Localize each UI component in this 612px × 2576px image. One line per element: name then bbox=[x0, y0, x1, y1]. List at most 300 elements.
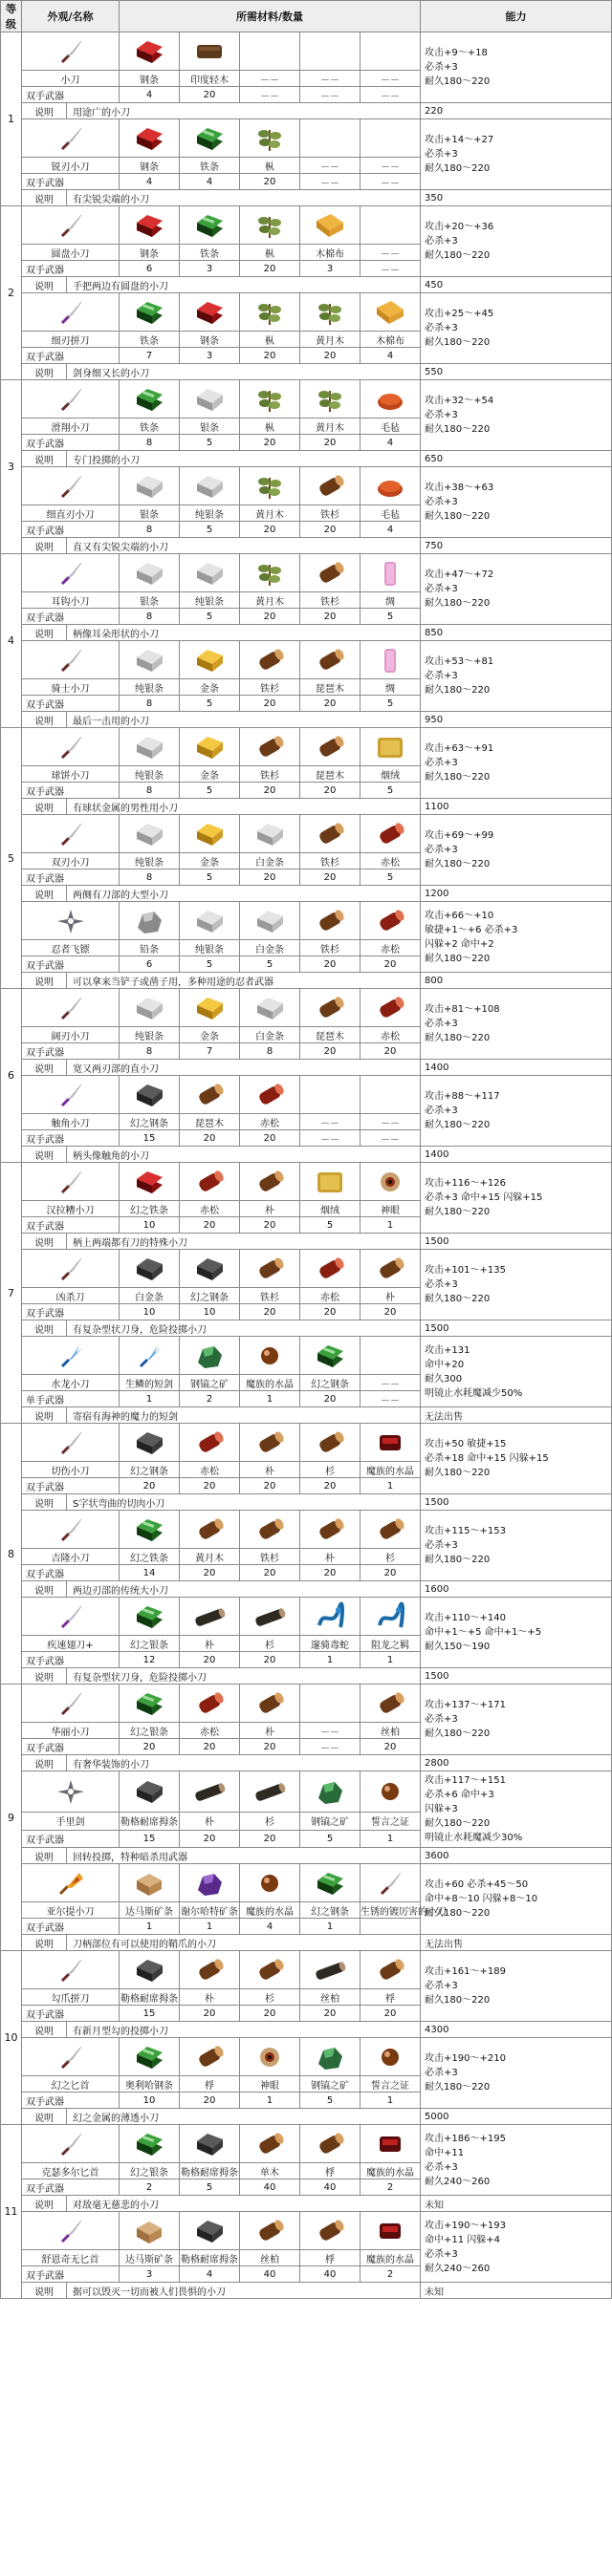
material-icon bbox=[361, 467, 421, 505]
material-name: 黄月木 bbox=[300, 419, 361, 435]
material-icon bbox=[240, 815, 300, 853]
weapon-icon bbox=[22, 206, 120, 245]
material-qty bbox=[361, 1919, 421, 1935]
weapon-row bbox=[1, 1951, 612, 1989]
ability-cell bbox=[421, 815, 612, 886]
log-icon bbox=[314, 820, 346, 848]
weapon-type: 双手武器 bbox=[22, 261, 120, 277]
weapon-type: 双手武器 bbox=[22, 1830, 120, 1847]
material-icon bbox=[180, 728, 240, 766]
weapon-type: 双手武器 bbox=[22, 609, 120, 625]
knife-icon bbox=[55, 298, 87, 327]
material-name: 幻之钢条 bbox=[300, 1902, 361, 1919]
desc-label: 说明 bbox=[22, 2196, 67, 2212]
material-icon bbox=[120, 206, 180, 245]
bar-red-icon bbox=[193, 298, 226, 327]
material-name: 铁杉 bbox=[300, 940, 361, 956]
material-name: 生鳞的短剑 bbox=[120, 1375, 180, 1391]
material-icon bbox=[361, 1951, 421, 1989]
branch-icon bbox=[253, 211, 286, 240]
material-name: 黄月木 bbox=[180, 1549, 240, 1565]
weapon-description: 两侧有刀部的大型小刀 bbox=[67, 886, 421, 902]
knife-icon bbox=[55, 2217, 87, 2245]
bar-silver-icon bbox=[133, 646, 165, 675]
ability-cell bbox=[421, 641, 612, 712]
material-qty: 20 bbox=[240, 696, 300, 712]
weapon-type: 双手武器 bbox=[22, 2093, 120, 2109]
material-name: 桴 bbox=[300, 2250, 361, 2266]
bar-green-icon bbox=[133, 298, 165, 327]
ability-cell bbox=[421, 1864, 612, 1935]
weapon-type: 双手武器 bbox=[22, 956, 120, 973]
empty-dash: －－ bbox=[361, 174, 421, 190]
material-qty: 1 bbox=[300, 1919, 361, 1935]
material-name: 幻之铁条 bbox=[120, 1549, 180, 1565]
desc-label: 说明 bbox=[22, 364, 67, 380]
material-icon bbox=[240, 989, 300, 1027]
level-cell: 5 bbox=[1, 728, 22, 989]
material-icon bbox=[361, 1864, 421, 1902]
ability-line: 必杀+3 bbox=[425, 671, 458, 681]
material-name: 幻之钢条 bbox=[120, 1462, 180, 1478]
material-icon bbox=[120, 2038, 180, 2076]
ability-cell bbox=[421, 1424, 612, 1494]
weapon-description: 直又有尖锐尖端的小刀 bbox=[67, 538, 421, 554]
material-icon bbox=[180, 2038, 240, 2076]
material-icon bbox=[361, 1163, 421, 1201]
material-qty: 20 bbox=[300, 1478, 361, 1494]
material-icon bbox=[240, 1685, 300, 1723]
material-name: 钢镐之矿 bbox=[300, 1813, 361, 1830]
weapon-name: 凶杀刀 bbox=[22, 1288, 120, 1304]
material-icon bbox=[361, 1250, 421, 1288]
ability-cell bbox=[421, 1337, 612, 1407]
ability-line: 攻击+161～+189 bbox=[425, 1966, 506, 1977]
material-name: 钢条 bbox=[120, 245, 180, 261]
snake-icon bbox=[314, 1602, 346, 1631]
weapon-type: 双手武器 bbox=[22, 435, 120, 451]
ability-line: 耐久180～220 bbox=[425, 511, 491, 522]
sell-price: 550 bbox=[421, 364, 612, 380]
material-qty: 1 bbox=[361, 2093, 421, 2109]
weapon-row bbox=[1, 1771, 612, 1813]
log-icon bbox=[253, 1515, 286, 1544]
weapon-type: 双手武器 bbox=[22, 1652, 120, 1668]
material-qty: 20 bbox=[240, 522, 300, 538]
material-qty: 20 bbox=[180, 2006, 240, 2022]
material-name: 纯银条 bbox=[180, 940, 240, 956]
material-icon bbox=[240, 902, 300, 940]
material-qty: 20 bbox=[361, 2006, 421, 2022]
empty-dash: －－ bbox=[300, 158, 361, 174]
material-name: 铅条 bbox=[120, 940, 180, 956]
log-icon bbox=[193, 1956, 226, 1985]
bar-dark-icon bbox=[133, 1956, 165, 1985]
empty-dash: －－ bbox=[300, 174, 361, 190]
material-qty: 3 bbox=[120, 2266, 180, 2283]
knife-icon bbox=[55, 646, 87, 675]
ability-cell bbox=[421, 1951, 612, 2022]
ability-line: 耐久180～220 bbox=[425, 250, 491, 261]
ore-green-icon bbox=[314, 2043, 346, 2072]
knife-icon bbox=[55, 733, 87, 762]
ability-line: 必杀+3 bbox=[425, 497, 458, 507]
material-qty: 8 bbox=[120, 783, 180, 799]
log-icon bbox=[314, 472, 346, 501]
material-icon bbox=[120, 1424, 180, 1462]
ability-line: 耐久180～220 bbox=[425, 1818, 491, 1829]
silk-icon bbox=[374, 559, 406, 588]
material-name: 金条 bbox=[180, 766, 240, 783]
bar-red-icon bbox=[133, 211, 165, 240]
material-qty: 5 bbox=[180, 869, 240, 886]
bar-red-icon bbox=[133, 37, 165, 66]
log-icon bbox=[314, 2217, 346, 2245]
knife-icon bbox=[55, 472, 87, 501]
weapon-icon bbox=[22, 380, 120, 419]
knife-icon bbox=[55, 1515, 87, 1544]
sell-price: 1500 bbox=[421, 1494, 612, 1511]
material-qty: 20 bbox=[240, 1217, 300, 1234]
material-qty: 3 bbox=[300, 261, 361, 277]
material-icon bbox=[300, 728, 361, 766]
material-qty: 8 bbox=[120, 1043, 180, 1060]
material-icon bbox=[300, 32, 361, 71]
log-icon bbox=[253, 1956, 286, 1985]
material-name: 幻之钢条 bbox=[120, 1114, 180, 1130]
material-name: 黄月木 bbox=[240, 505, 300, 522]
weapon-name: 阔刃小刀 bbox=[22, 1027, 120, 1043]
material-name: 银条 bbox=[180, 419, 240, 435]
material-name: 黄月木 bbox=[240, 592, 300, 609]
log-icon bbox=[193, 1081, 226, 1109]
material-name: 铁条 bbox=[180, 158, 240, 174]
material-icon bbox=[300, 380, 361, 419]
material-icon bbox=[361, 728, 421, 766]
ability-line: 攻击+60 必杀+45～50 bbox=[425, 1879, 529, 1890]
empty-dash: －－ bbox=[361, 261, 421, 277]
weapon-name: 舒恩奇无匕首 bbox=[22, 2250, 120, 2266]
material-icon bbox=[180, 119, 240, 158]
box-icon bbox=[133, 1869, 165, 1898]
cloth-icon bbox=[314, 211, 346, 240]
material-qty: 20 bbox=[240, 1304, 300, 1320]
branch-icon bbox=[314, 385, 346, 414]
material-icon bbox=[120, 1951, 180, 1989]
log-red-icon bbox=[193, 1428, 226, 1457]
weapon-type: 双手武器 bbox=[22, 1565, 120, 1581]
header-level: 等级 bbox=[1, 1, 22, 32]
material-icon bbox=[180, 1864, 240, 1902]
weapon-name: 克瑟多尔匕首 bbox=[22, 2163, 120, 2179]
ability-line: 攻击+190～+210 bbox=[425, 2053, 506, 2064]
material-name: 朴 bbox=[180, 1813, 240, 1830]
ability-cell bbox=[421, 1771, 612, 1848]
material-icon bbox=[120, 1864, 180, 1902]
material-icon bbox=[361, 32, 421, 71]
ability-cell bbox=[421, 1076, 612, 1147]
desc-label: 说明 bbox=[22, 103, 67, 119]
weapon-type: 双手武器 bbox=[22, 2266, 120, 2283]
empty-dash: －－ bbox=[240, 87, 300, 103]
material-qty: 20 bbox=[180, 87, 240, 103]
material-name: 钢镐之矿 bbox=[180, 1375, 240, 1391]
bar-silver-icon bbox=[133, 559, 165, 588]
ability-line: 必杀+3 bbox=[425, 1981, 458, 1991]
material-qty: 20 bbox=[300, 1304, 361, 1320]
material-icon bbox=[180, 1424, 240, 1462]
desc-label: 说明 bbox=[22, 1848, 67, 1864]
material-qty: 2 bbox=[361, 2266, 421, 2283]
weapon-name: 吉隆小刀 bbox=[22, 1549, 120, 1565]
material-qty: 20 bbox=[240, 2006, 300, 2022]
weapon-icon bbox=[22, 815, 120, 853]
knife-icon bbox=[55, 820, 87, 848]
ability-cell bbox=[421, 206, 612, 277]
table-header bbox=[1, 1, 612, 32]
material-icon bbox=[120, 1337, 180, 1375]
weapon-icon bbox=[22, 1076, 120, 1114]
ability-line: 攻击+190～+193 bbox=[425, 2220, 506, 2231]
ability-line: 耐久180～220 bbox=[425, 1033, 491, 1043]
log-icon bbox=[253, 2130, 286, 2158]
ability-line: 耐久240～260 bbox=[425, 2176, 491, 2187]
bar-dark-icon bbox=[133, 1777, 165, 1806]
material-icon bbox=[180, 293, 240, 332]
material-qty: 1 bbox=[300, 1652, 361, 1668]
ability-line: 耐久180～220 bbox=[425, 163, 491, 174]
sell-price: 1600 bbox=[421, 1581, 612, 1598]
material-icon bbox=[120, 815, 180, 853]
material-icon bbox=[361, 380, 421, 419]
ability-line: 耐久240～260 bbox=[425, 2263, 491, 2274]
material-icon bbox=[180, 1685, 240, 1723]
material-icon bbox=[240, 728, 300, 766]
material-icon bbox=[180, 641, 240, 679]
weapon-name: 球饼小刀 bbox=[22, 766, 120, 783]
material-qty: 20 bbox=[300, 348, 361, 364]
material-icon bbox=[361, 1511, 421, 1549]
desc-label: 说明 bbox=[22, 799, 67, 815]
material-qty: 20 bbox=[300, 783, 361, 799]
sell-price: 无法出售 bbox=[421, 1935, 612, 1951]
level-cell: 4 bbox=[1, 554, 22, 728]
level-cell: 7 bbox=[1, 1163, 22, 1424]
sell-price: 4300 bbox=[421, 2022, 612, 2038]
material-name: 琵琶木 bbox=[300, 679, 361, 696]
knife-plain-icon bbox=[374, 1869, 406, 1898]
weapon-description: 据可以毁灭一切而被人们畏惧的小刀 bbox=[67, 2283, 421, 2299]
empty-dash: －－ bbox=[300, 1723, 361, 1739]
ability-line: 必杀+3 bbox=[425, 2248, 458, 2260]
material-icon bbox=[361, 815, 421, 853]
ability-cell bbox=[421, 1598, 612, 1668]
sell-price: 5000 bbox=[421, 2109, 612, 2125]
purple-ore-icon bbox=[193, 1869, 226, 1898]
ability-line: 耐久180～220 bbox=[425, 76, 491, 87]
weapon-icon bbox=[22, 641, 120, 679]
material-qty: 5 bbox=[180, 435, 240, 451]
material-icon bbox=[180, 1771, 240, 1813]
material-name: 铁杉 bbox=[300, 505, 361, 522]
weapon-row bbox=[1, 641, 612, 679]
ability-line: 必杀+3 bbox=[425, 1540, 458, 1551]
material-qty: 10 bbox=[120, 1217, 180, 1234]
weapon-icon bbox=[22, 1511, 120, 1549]
material-icon bbox=[180, 1076, 240, 1114]
ability-line: 敏捷+1～+6 必杀+3 bbox=[425, 924, 518, 935]
material-name: 金条 bbox=[180, 679, 240, 696]
material-name: 赤松 bbox=[361, 940, 421, 956]
material-qty: 20 bbox=[300, 1391, 361, 1407]
material-qty: 4 bbox=[120, 174, 180, 190]
material-icon bbox=[361, 2125, 421, 2163]
material-name: 丝柏 bbox=[240, 2250, 300, 2266]
material-icon bbox=[180, 1951, 240, 1989]
material-icon bbox=[300, 467, 361, 505]
branch-icon bbox=[253, 298, 286, 327]
level-cell: 1 bbox=[1, 32, 22, 206]
material-name: 纯银条 bbox=[180, 592, 240, 609]
material-icon bbox=[240, 467, 300, 505]
material-name: 纯银条 bbox=[180, 505, 240, 522]
bar-dark-icon bbox=[133, 1428, 165, 1457]
sell-price: 1200 bbox=[421, 886, 612, 902]
material-qty: 20 bbox=[240, 869, 300, 886]
material-qty: 20 bbox=[240, 1130, 300, 1147]
weapon-description: 用途广的小刀 bbox=[67, 103, 421, 119]
log-icon bbox=[314, 907, 346, 935]
bar-red-icon bbox=[133, 124, 165, 153]
material-icon bbox=[240, 1163, 300, 1201]
weapon-description: 专门投掷的小刀 bbox=[67, 451, 421, 467]
material-icon bbox=[180, 2212, 240, 2250]
sell-price: 350 bbox=[421, 190, 612, 206]
knife-icon bbox=[55, 1602, 87, 1631]
weapon-name: 滑翔小刀 bbox=[22, 419, 120, 435]
material-qty: 40 bbox=[240, 2266, 300, 2283]
sell-price: 800 bbox=[421, 973, 612, 989]
material-name: 铁杉 bbox=[240, 1288, 300, 1304]
weapon-row bbox=[1, 728, 612, 766]
material-icon bbox=[120, 293, 180, 332]
knife-icon bbox=[55, 211, 87, 240]
material-name: 赤松 bbox=[180, 1723, 240, 1739]
weapon-type: 双手武器 bbox=[22, 174, 120, 190]
ability-line: 攻击+69～+99 bbox=[425, 830, 494, 841]
weapon-icon bbox=[22, 2212, 120, 2250]
weapon-icon bbox=[22, 1163, 120, 1201]
log-icon bbox=[374, 1255, 406, 1283]
weapon-icon bbox=[22, 1598, 120, 1636]
log-icon bbox=[314, 1515, 346, 1544]
weapon-icon bbox=[22, 554, 120, 592]
material-icon bbox=[180, 206, 240, 245]
material-qty: 5 bbox=[180, 783, 240, 799]
weapon-row bbox=[1, 902, 612, 940]
material-qty: 8 bbox=[240, 1043, 300, 1060]
sell-price: 1400 bbox=[421, 1147, 612, 1163]
material-qty: 20 bbox=[300, 869, 361, 886]
material-icon bbox=[240, 2125, 300, 2163]
ability-cell bbox=[421, 1685, 612, 1755]
material-name: 幻之银条 bbox=[120, 1723, 180, 1739]
material-qty: 4 bbox=[180, 174, 240, 190]
material-icon bbox=[300, 1337, 361, 1375]
ability-line: 攻击+25～+45 bbox=[425, 309, 494, 319]
material-qty: 12 bbox=[120, 1652, 180, 1668]
ability-line: 攻击+53～+81 bbox=[425, 656, 494, 667]
material-icon bbox=[361, 1424, 421, 1462]
empty-dash: －－ bbox=[361, 245, 421, 261]
material-name: 白金条 bbox=[240, 1027, 300, 1043]
bar-green-icon bbox=[133, 385, 165, 414]
ability-cell bbox=[421, 293, 612, 364]
material-qty: 20 bbox=[180, 1217, 240, 1234]
ability-cell bbox=[421, 554, 612, 625]
material-icon bbox=[361, 293, 421, 332]
weapon-name: 疾速翅刀+ bbox=[22, 1636, 120, 1652]
weapon-type: 双手武器 bbox=[22, 87, 120, 103]
material-name: 魔族的水晶 bbox=[361, 2163, 421, 2179]
weapon-description: 剑身细又长的小刀 bbox=[67, 364, 421, 380]
weapon-description: 宽又两刃部的直小刀 bbox=[67, 1060, 421, 1076]
weapon-icon bbox=[22, 1685, 120, 1723]
ability-line: 攻击+81～+108 bbox=[425, 1004, 500, 1015]
material-icon bbox=[180, 1163, 240, 1201]
sell-price: 未知 bbox=[421, 2283, 612, 2299]
material-name: 阻龙之羁 bbox=[361, 1636, 421, 1652]
material-name: 枞 bbox=[240, 245, 300, 261]
material-icon bbox=[300, 815, 361, 853]
weapon-description: 柄像耳朵形状的小刀 bbox=[67, 625, 421, 641]
weapon-icon bbox=[22, 989, 120, 1027]
desc-label: 说明 bbox=[22, 1494, 67, 1511]
material-qty: 20 bbox=[361, 1565, 421, 1581]
material-icon bbox=[361, 2038, 421, 2076]
desc-label: 说明 bbox=[22, 1935, 67, 1951]
material-icon bbox=[120, 1163, 180, 1201]
material-name: 铁条 bbox=[180, 245, 240, 261]
material-icon bbox=[361, 641, 421, 679]
weapon-name: 圆盘小刀 bbox=[22, 245, 120, 261]
material-icon bbox=[180, 1511, 240, 1549]
material-qty: 40 bbox=[240, 2179, 300, 2196]
material-icon bbox=[300, 1864, 361, 1902]
material-icon bbox=[120, 1076, 180, 1114]
weapon-row bbox=[1, 989, 612, 1027]
bar-green-icon bbox=[314, 1342, 346, 1370]
material-icon bbox=[300, 293, 361, 332]
material-icon bbox=[300, 1424, 361, 1462]
ability-line: 攻击+20～+36 bbox=[425, 222, 494, 232]
material-qty: 15 bbox=[120, 2006, 180, 2022]
material-icon bbox=[361, 2212, 421, 2250]
empty-dash: －－ bbox=[300, 1130, 361, 1147]
ability-line: 攻击+14～+27 bbox=[425, 135, 494, 145]
ability-line: 耐久180～220 bbox=[425, 337, 491, 348]
material-qty: 20 bbox=[240, 783, 300, 799]
weapon-description: 刀柄部位有可以使用的鞘爪的小刀 bbox=[67, 1935, 421, 1951]
weapon-name: 耳钩小刀 bbox=[22, 592, 120, 609]
weapon-row bbox=[1, 2038, 612, 2076]
log-red-icon bbox=[374, 994, 406, 1022]
orb-icon bbox=[374, 1777, 406, 1806]
material-name: 纯银条 bbox=[120, 766, 180, 783]
material-name: 赤松 bbox=[180, 1462, 240, 1478]
material-qty: 20 bbox=[300, 956, 361, 973]
bar-silver-icon bbox=[193, 559, 226, 588]
